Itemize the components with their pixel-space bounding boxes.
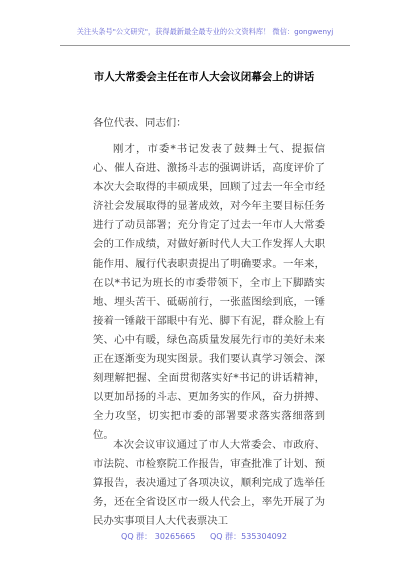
footer-qq-group-2: QQ 群：535304092 [210,532,287,541]
header-banner: 关注头条号"公文研究"，获得最新最全最专业的公文资料库！ 微信：gongwenyj [76,27,334,36]
paragraph-2: 本次会议审议通过了市人大常委会、市政府、市法院、市检察院工作报告，审查批准了计划、预算报告，表决通过了各项决议，顺利完成了选举任务，还在全省设区市一级人代会上，率先开展了为民办实事项目人大代表票决工 [93,439,325,528]
salutation: 各位代表、同志们： [93,117,187,129]
footer-qq-group-1: QQ 群： 30265665 [121,532,196,541]
footer [0,531,408,542]
document-title: 市人大常委会主任在市人大会议闭幕会上的讲话 [93,71,315,83]
paragraph-1: 刚才，市委*书记发表了鼓舞士气、提振信心、催人奋进、激扬斗志的强调讲话，高度评价了本次大会取得的丰硕成果，回顾了过去一年全市经济社会发展取得的显著成效，对今年主要目标任务进行了动员部署；充分肯定了过去一年市人大常委会的工作成绩，对做好新时代人大工作发挥人大职能作用、履行代表职责提出了明确要求。一年来，在以*书记为班长的市委带领下，全市上下脚踏实地、埋头苦干、砥砺前行，一张蓝图绘到底，一锤接着一锤敲干部眼中有光、脚下有泥，群众脸上有笑、心中有暖，绿色高质量发展先行市的美好未来正在逐渐变为现实图景。我们要认真学习领会、深刻理解把握、全面贯彻落实好*书记的讲话精神，以更加昂扬的斗志、更加务实的作风，奋力拼搏、全力攻坚，切实把市委的部署要求落实落细落到位。 [93,143,325,442]
header-divider [60,45,350,46]
